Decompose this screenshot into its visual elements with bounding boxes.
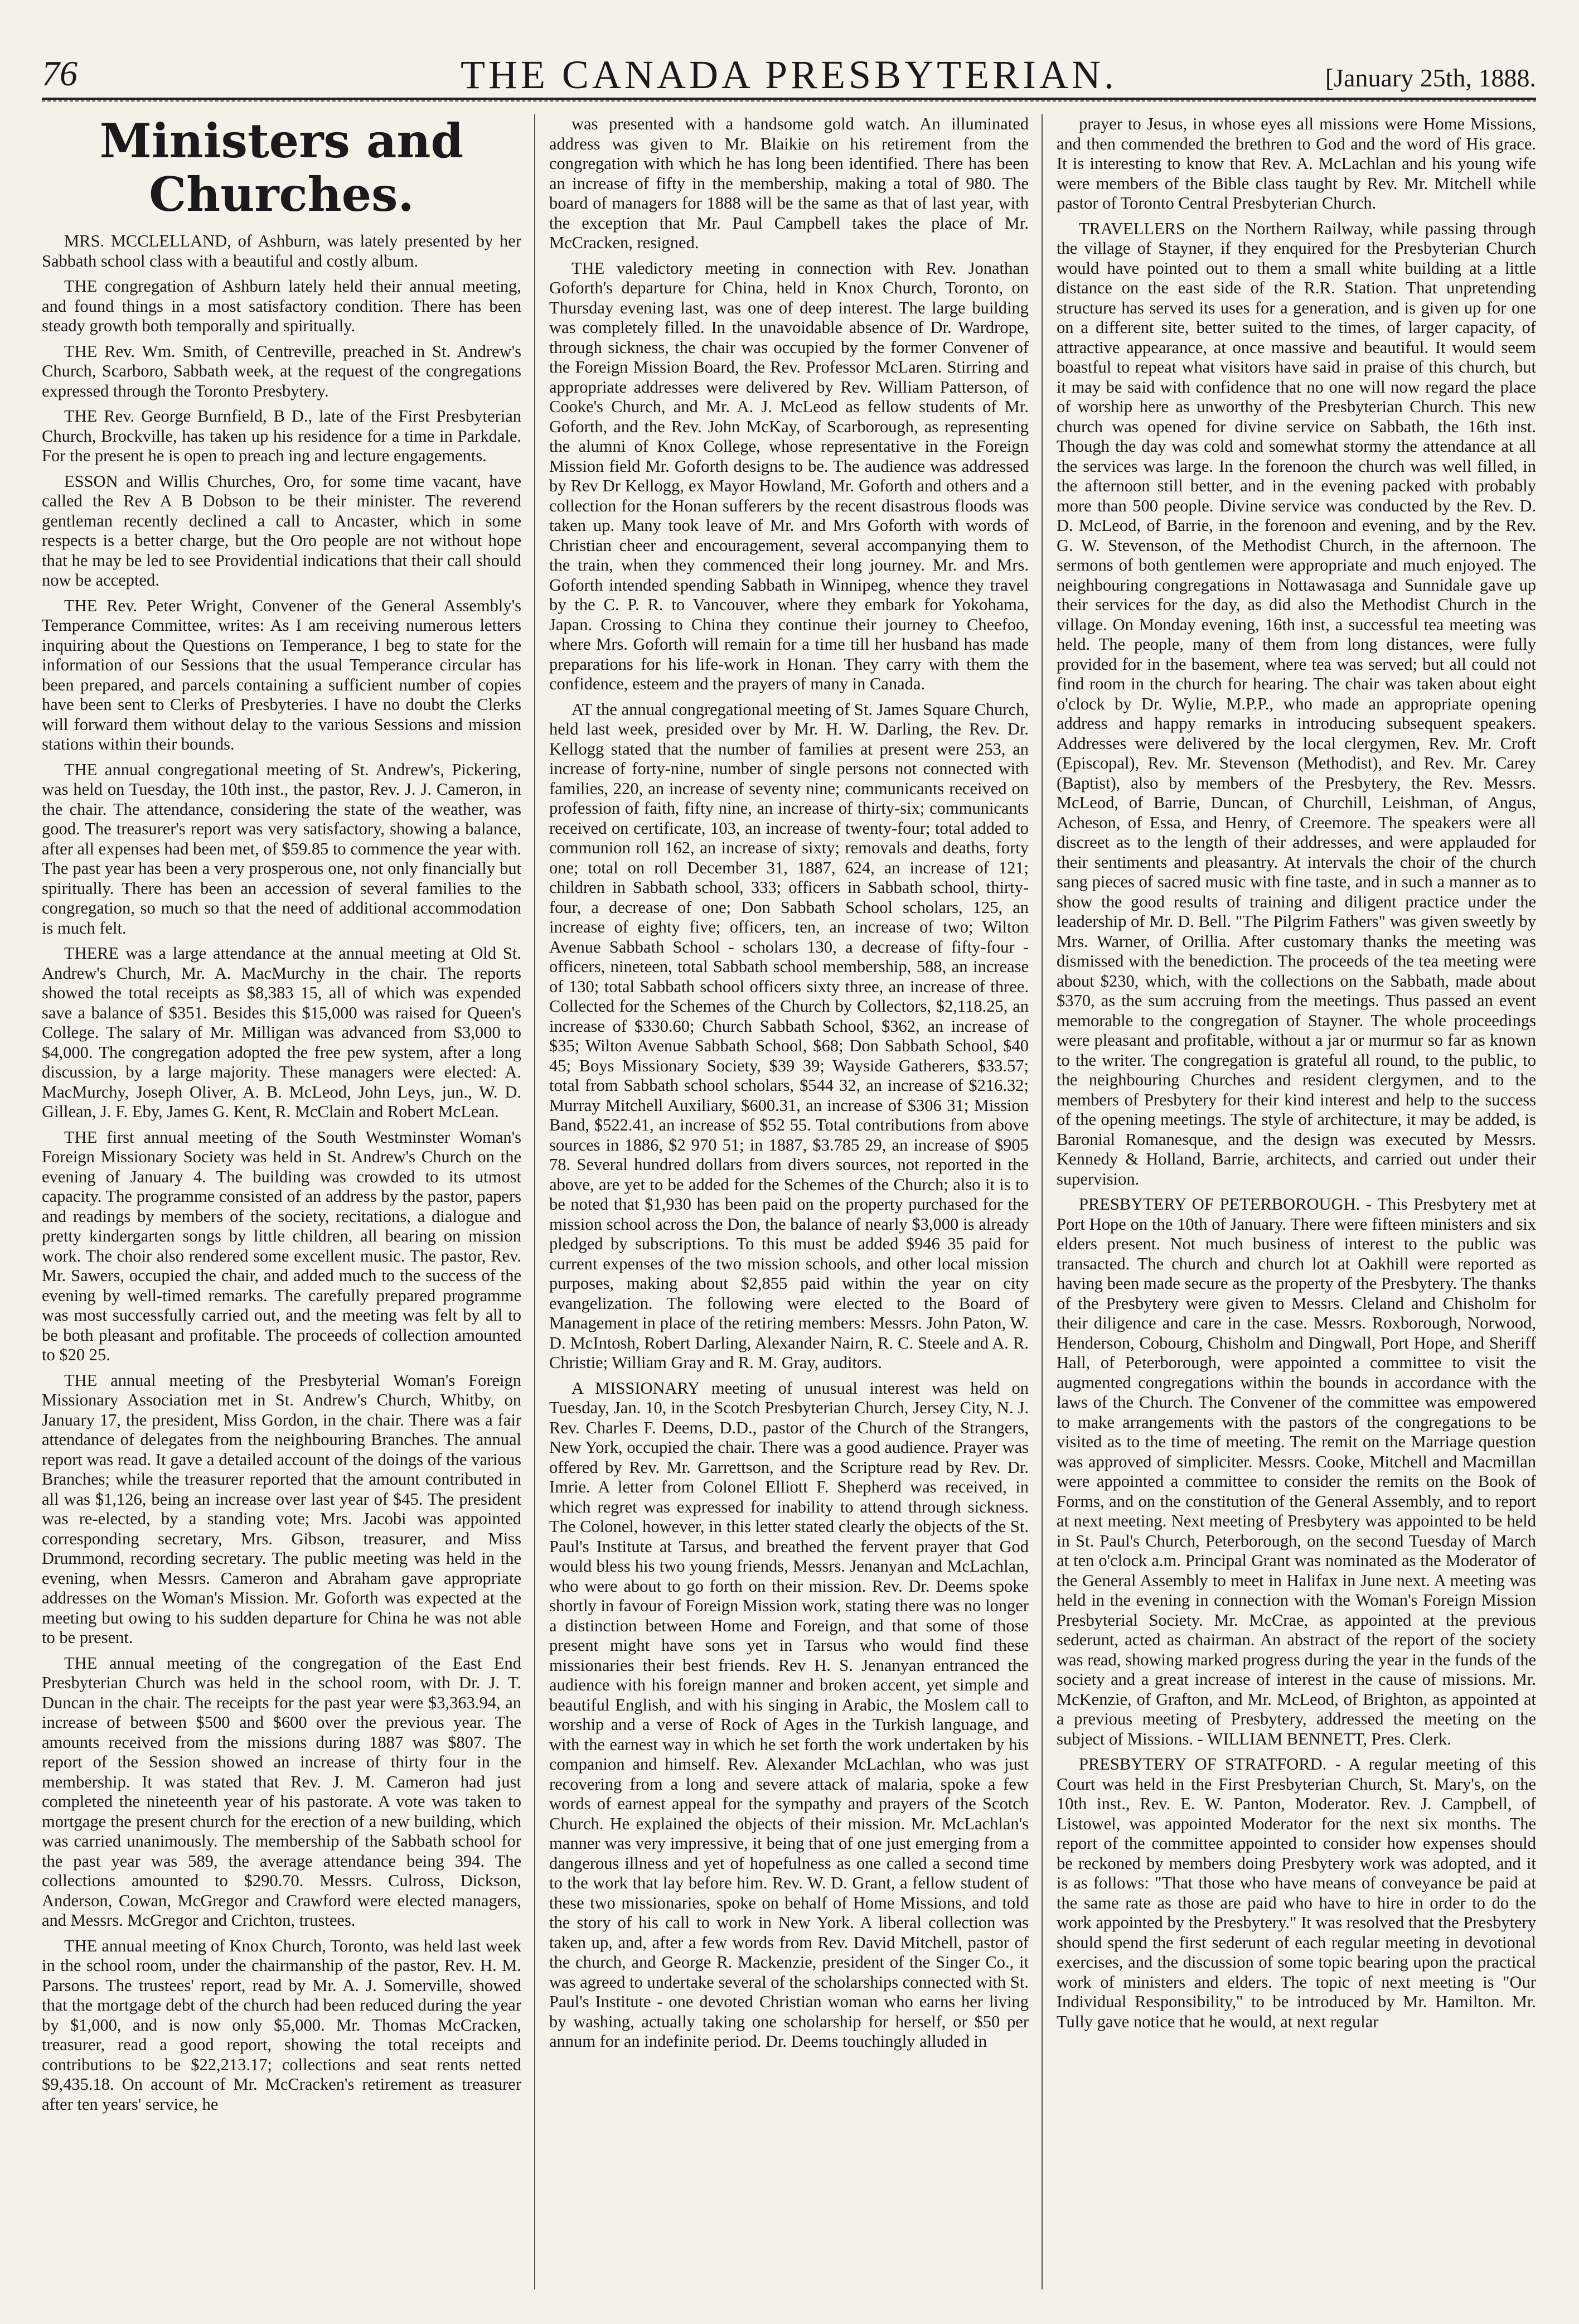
article-paragraph: THERE was a large attendance at the annual meeting at Old St. Andrew's Church, Mr. A. MacMurchy in the chair. The reports showed the total receipts as $8,383 15, all of which was expended save a balance of $351. Besides this $15,000 was raised for Queen's College. The salary of Mr. Milligan was advanced from $3,000 to $4,000. The congregation adopted the free pew system, after a long discussion, by a large majority. These managers were elected: A. MacMurchy, Joseph Oliver, A. B. McLeod, John Leys, jun., W. D. Gillean, J. F. Eby, James G. Kent, R. McClain and Robert McLean. bbox=[42, 944, 521, 1121]
column-1-body bbox=[42, 231, 521, 2114]
article-paragraph: THE Rev. Peter Wright, Convener of the General Assembly's Temperance Committee, writes: As I am receiving numerous letters inquiring about the Questions on Temperance, I beg to state for the information of our Sessions that the usual Temperance circular has been prepared, and parcels containing a sufficient number of copies have been sent to Clerks of Presbyteries. I have no doubt the Clerks will forward them without delay to the various Sessions and mission stations within their bounds. bbox=[42, 596, 521, 753]
section-heading: Ministers and Churches. bbox=[99, 114, 464, 222]
article-paragraph: was presented with a handsome gold watch. An illuminated address was given to Mr. Blaikie on his retirement from the congregation with which he has long been identified. There has been an increase of fifty in the membership, making a total of 980. The board of managers for 1888 will be the same as that of last year, with the exception that Mr. Paul Campbell takes the place of Mr. McCracken, resigned. bbox=[549, 114, 1029, 252]
article-paragraph: THE congregation of Ashburn lately held their annual meeting, and found things in a most satisfactory condition. There has been steady growth both temporally and spiritually. bbox=[42, 277, 521, 335]
column-1 bbox=[42, 114, 521, 2289]
newspaper-title: THE CANADA PRESBYTERIAN. bbox=[460, 52, 1118, 97]
masthead bbox=[42, 47, 1536, 100]
article-paragraph: THE Rev. George Burnfield, B D., late of the First Presbyterian Church, Brockville, has taken up his residence for a time in Parkdale. For the present he is open to preach ing and lecture engagements. bbox=[42, 407, 521, 465]
article-paragraph: TRAVELLERS on the Northern Railway, while passing through the village of Stayner, if they enquired for the Presbyterian Church would have pointed out to them a small white building at a little distance on the east side of the R.R. Station. That unpretending structure has served its uses for a generation, and is given up for one on a different site, better suited to the times, of larger capacity, of attractive appearance, at once massive and beautiful. It would seem boastful to repeat what visitors have said in praise of this church, but it may be said with confidence that no one will now regard the place of worship here as unworthy of the Presbyterian Church. This new church was opened for divine service on Sabbath, the 16th inst. Though the day was cold and somewhat stormy the attendance at all the services was large. In the forenoon the church was well filled, in the afternoon still better, and in the evening packed with probably more than 500 people. Divine service was conducted by the Rev. D. D. McLeod, of Barrie, in the forenoon and evening, and by the Rev. G. W. Stevenson, of the Methodist Church, in the afternoon. The sermons of both gentlemen were appropriate and much enjoyed. The neighbouring congregations in Nottawasaga and Sunnidale gave up their services for the day, as did also the Methodist Church in the village. On Monday evening, 16th inst, a successful tea meeting was held. The people, many of them from long distances, were fully provided for in the basement, where tea was served; but all could not find room in the church for hearing. The chair was taken about eight o'clock by Dr. Wylie, M.P.P., who made an appropriate opening address and happy remarks in introducing subsequent speakers. Addresses were delivered by the local clergymen, Rev. Mr. Croft (Episcopal), Rev. Mr. Stevenson (Methodist), and Rev. Mr. Carey (Baptist), also by members of the Presbytery, the Rev. Messrs. McLeod, of Barrie, Duncan, of Churchill, Leishman, of Angus, Acheson, of Essa, and Henry, of Creemore. The speakers were all discreet as to the length of their addresses, and were applauded for their sentiments and pleasantry. At intervals the choir of the church sang pieces of sacred music with fine taste, and in such a manner as to show the good results of training and diligent practice under the leadership of Mr. D. Bell. "The Pilgrim Fathers" was given sweetly by Mrs. Warner, of Orillia. After customary thanks the meeting was dismissed with the benediction. The proceeds of the tea meeting were about $230, which, with the collections on the Sabbath, made about $370, as the sum accruing from the meetings. Thus passed an event memorable to the congregation of Stayner. The whole proceedings were pleasant and profitable, without a jar or murmur so far as known to the writer. The congregation is grateful all round, to the public, to the neighbouring Churches and resident clergymen, and to the members of Presbytery for their kind interest and help to the success of the opening meetings. The style of architecture, it may be added, is Baronial Romanesque, and the design was executed by Messrs. Kennedy & Holland, Barrie, architects, and carried out under their supervision. bbox=[1057, 219, 1536, 1188]
column-divider bbox=[1042, 114, 1043, 2289]
column-3-body bbox=[1057, 114, 1536, 2032]
column-2 bbox=[549, 114, 1029, 2289]
article-paragraph: prayer to Jesus, in whose eyes all missions were Home Missions, and then commended the brethren to God and the word of His grace. It is interesting to know that Rev. A. McLachlan and his young wife were members of the Bible class taught by Rev. Mr. Mitchell while pastor of Toronto Central Presbyterian Church. bbox=[1057, 114, 1536, 212]
article-paragraph: THE annual meeting of Knox Church, Toronto, was held last week in the school room, under the chairmanship of the pastor, Rev. H. M. Parsons. The trustees' report, read by Mr. A. J. Somerville, showed that the mortgage debt of the church had been reduced during the year by $1,000, and is now only $5,000. Mr. Thomas McCracken, treasurer, read a good report, showing the total receipts and contributions to be $22,213.17; collections and seat rents netted $9,435.18. On account of Mr. McCracken's retirement as treasurer after ten years' service, he bbox=[42, 1936, 521, 2114]
article-paragraph: ESSON and Willis Churches, Oro, for some time vacant, have called the Rev A B Dobson to be their minister. The reverend gentleman recently declined a call to Ancaster, which in some respects is a better charge, but the Oro people are not without hope that he may be led to see Providential indications that their call should now be accepted. bbox=[42, 471, 521, 590]
article-paragraph: THE annual meeting of the congregation of the East End Presbyterian Church was held in the school room, with Dr. J. T. Duncan in the chair. The receipts for the past year were $3,363.94, an increase of between $500 and $600 over the previous year. The amounts received from the missions during 1887 was $807. The report of the Session showed an increase of thirty four in the membership. It was stated that Rev. J. M. Cameron had just completed the nineteenth year of his pastorate. A vote was taken to mortgage the present church for the erection of a new building, which was carried unanimously. The membership of the Sabbath school for the past year was 589, the average attendance being 394. The collections amounted to $290.70. Messrs. Culross, Dickson, Anderson, Cowan, McGregor and Crawford were elected managers, and Messrs. McGregor and Crichton, trustees. bbox=[42, 1653, 521, 1930]
article-paragraph: THE Rev. Wm. Smith, of Centreville, preached in St. Andrew's Church, Scarboro, Sabbath week, at the request of the congregations expressed through the Toronto Presbytery. bbox=[42, 341, 521, 400]
article-paragraph: MRS. MCCLELLAND, of Ashburn, was lately presented by her Sabbath school class with a beautiful and costly album. bbox=[42, 231, 521, 270]
article-paragraph: AT the annual congregational meeting of St. James Square Church, held last week, presided over by Mr. H. W. Darling, the Rev. Dr. Kellogg stated that the number of families at present were 253, an increase of forty-nine, number of single persons not connected with families, 220, an increase of seventy nine; communicants received on profession of faith, fifty nine, an increase of thirty-six; communicants received on certificate, 103, an increase of twenty-four; total added to communion roll 162, an increase of sixty; removals and deaths, forty one; total on roll December 31, 1887, 624, an increase of 121; children in Sabbath school, 333; officers in Sabbath school, thirty-four, a decrease of one; Don Sabbath School scholars, 125, an increase of eighty five; officers, ten, an increase of two; Wilton Avenue Sabbath School - scholars 130, a decrease of fifty-four - officers, nineteen, total Sabbath school membership, 588, an increase of 130; total Sabbath school officers sixty three, an increase of three. Collected for the Schemes of the Church by Collectors, $2,118.25, an increase of $330.60; Church Sabbath School, $362, an increase of $35; Wilton Avenue Sabbath School, $68; Don Sabbath School, $40 45; Boys Missionary Society, $39 39; Wayside Gatherers, $33.57; total from Sabbath school scholars, $544 32, an increase of $216.32; Murray Mitchell Auxiliary, $600.31, an increase of $306 31; Mission Band, $522.41, an increase of $52 55. Total contributions from above sources in 1886, $2 970 51; in 1887, $3.785 29, an increase of $905 78. Several hundred dollars from divers sources, not reported in the above, are yet to be added for the Schemes of the Church; also it is to be noted that $1,930 has been paid on the property purchased for the mission school across the Don, the balance of nearly $3,000 is already pledged by subscriptions. To this must be added $946 35 paid for current expenses of the two mission schools, and other local mission purposes, making about $2,855 paid within the year on city evangelization. The following were elected to the Board of Management in place of the retiring members: Messrs. John Paton, W. D. McIntosh, Robert Darling, Alexander Nairn, R. C. Steele and A. R. Christie; William Gray and R. M. Gray, auditors. bbox=[549, 699, 1029, 1372]
header-rule bbox=[42, 100, 1536, 102]
column-2-body bbox=[549, 114, 1029, 2052]
article-paragraph: PRESBYTERY OF STRATFORD. - A regular meeting of this Court was held in the First Presbyterian Church, St. Mary's, on the 10th inst., Rev. E. W. Panton, Moderator. Rev. J. Campbell, of Listowel, was appointed Moderator for the next six months. The report of the committee appointed to consider how expenses should be reckoned by members doing Presbytery work was adopted, and it is as follows: "That those who have means of conveyance be paid at the same rate as those are paid who have to hire in order to do the work appointed by the Presbytery." It was resolved that the Presbytery should spend the first sederunt of each regular meeting in devotional exercises, and the discussion of some topic bearing upon the practical work of ministers and elders. The topic of next meeting is "Our Individual Responsibility," to be introduced by Mr. Hamilton. Mr. Tully gave notice that he would, at next regular bbox=[1057, 1755, 1536, 2031]
article-paragraph: THE annual meeting of the Presbyterial Woman's Foreign Missionary Association met in St. Andrew's Church, Whitby, on January 17, the president, Miss Gordon, in the chair. There was a fair attendance of delegates from the neighbouring Branches. The annual report was read. It gave a detailed account of the doings of the various Branches; while the treasurer reported that the amount contributed in all was $1,126, being an increase over last year of $45. The president was re-elected, by a standing vote; Mrs. Jacobi was appointed corresponding secretary, Mrs. Gibson, treasurer, and Miss Drummond, recording secretary. The public meeting was held in the evening, when Messrs. Cameron and Abraham gave appropriate addresses on the Woman's Mission. Mr. Goforth was expected at the meeting but owing to his sudden departure for China he was not able to be present. bbox=[42, 1370, 521, 1647]
article-paragraph: THE valedictory meeting in connection with Rev. Jonathan Goforth's departure for China, held in Knox Church, Toronto, on Thursday evening last, was one of deep interest. The large building was completely filled. In the unavoidable absence of Dr. Wardrope, through sickness, the chair was occupied by the former Convener of the Foreign Mission Board, the Rev. Professor McLaren. Stirring and appropriate addresses were delivered by Rev. William Patterson, of Cooke's Church, and Mr. A. J. McLeod as fellow students of Mr. Goforth, and the Rev. John McKay, of Scarborough, as representing the alumni of Knox College, whose representative in the Foreign Mission field Mr. Goforth designs to be. The audience was addressed by Rev Dr Kellogg, ex Mayor Howland, Mr. Goforth and others and a collection for the Honan sufferers by the recent disastrous floods was taken up. Many took leave of Mr. and Mrs Goforth with words of Christian cheer and encouragement, several accompanying them to the train, when they commenced their long journey. Mr. and Mrs. Goforth intended spending Sabbath in Winnipeg, whence they travel by the C. P. R. to Vancouver, where they embark for Yokohama, Japan. Crossing to China they continue their journey to Cheefoo, where Mrs. Goforth will remain for a time till her husband has made preparations for his life-work in Honan. They carry with them the confidence, esteem and the prayers of many in Canada. bbox=[549, 258, 1029, 693]
issue-date: [January 25th, 1888. bbox=[1325, 64, 1536, 92]
article-paragraph: A MISSIONARY meeting of unusual interest was held on Tuesday, Jan. 10, in the Scotch Presbyterian Church, Jersey City, N. J. Rev. Charles F. Deems, D.D., pastor of the Church of the Strangers, New York, occupied the chair. There was a good audience. Prayer was offered by Rev. Mr. Garrettson, and the Scripture read by Rev. Dr. Imrie. A letter from Colonel Elliott F. Shepherd was received, in which regret was expressed for inability to attend through sickness. The Colonel, however, in this letter stated clearly the objects of the St. Paul's Institute at Tarsus, and breathed the fervent prayer that God would bless his two young friends, Messrs. Jenanyan and McLachlan, who were about to go forth on their mission. Rev. Dr. Deems spoke shortly in favour of Foreign Mission work, stating there was no longer a distinction between Home and Foreign, and that some of those present might have sons yet in Tarsus who would find these missionaries their best friends. Rev H. S. Jenanyan entranced the audience with his foreign manner and broken accent, yet simple and beautiful English, and with his singing in Arabic, the Moslem call to worship and a verse of Rock of Ages in the Turkish language, and with the earnest way in which he set forth the work undertaken by his companion and himself. Rev. Alexander McLachlan, who was just recovering from a long and severe attack of malaria, spoke a few words of earnest appeal for the sympathy and prayers of the Scotch Church. He explained the objects of their mission. Mr. McLachlan's manner was very impressive, it being that of one just emerging from a dangerous illness and yet of hopefulness as one called a second time to the work that lay before him. Rev. W. D. Grant, a fellow student of these two missionaries, spoke on behalf of Home Missions, and told the story of his call to work in New York. A liberal collection was taken up, and, after a few words from Rev. David Mitchell, pastor of the church, and George R. Mackenzie, president of the Singer Co., it was agreed to undertake several of the scholarships connected with St. Paul's Institute - one devoted Christian woman who earns her living by washing, actually taking one scholarship for herself, or $50 per annum for an indefinite period. Dr. Deems touchingly alluded in bbox=[549, 1378, 1029, 2051]
article-paragraph: PRESBYTERY OF PETERBOROUGH. - This Presbytery met at Port Hope on the 10th of January. There were fifteen ministers and six elders present. Not much business of interest to the public was transacted. The church and church lot at Oakhill were reported as having been made secure as the property of the Presbytery. The thanks of the Presbytery were given to Messrs. Cleland and Chisholm for their diligence and care in the case. Messrs. Roxborough, Norwood, Henderson, Cobourg, Chisholm and Dingwall, Port Hope, and Sheriff Hall, of Peterborough, were appointed a committee to visit the augmented congregations within the bounds in accordance with the laws of the Church. The Convener of the committee was empowered to make arrangements with the pastors of the congregations to be visited as to the time of meeting. The remit on the Marriage question was approved of simpliciter. Messrs. Cooke, Mitchell and Macmillan were appointed a committee to consider the remits on the Book of Forms, and on the constitution of the General Assembly, and to report at next meeting. Next meeting of Presbytery was appointed to be held in St. Paul's Church, Peterborough, on the second Tuesday of March at ten o'clock a.m. Principal Grant was nominated as the Moderator of the General Assembly to meet in Halifax in June next. A meeting was held in the evening in connection with the Woman's Foreign Mission Presbyterial Society. Mr. McCrae, as appointed at the previous sederunt, acted as chairman. An abstract of the report of the society was read, showing marked progress during the year in the funds of the society and a great increase of interest in the cause of missions. Mr. McKenzie, of Grafton, and Mr. McLeod, of Brighton, as appointed at a previous meeting of Presbytery, addressed the meeting on the subject of Missions. - WILLIAM BENNETT, Pres. Clerk. bbox=[1057, 1195, 1536, 1748]
column-divider bbox=[534, 114, 535, 2289]
article-paragraph: THE annual congregational meeting of St. Andrew's, Pickering, was held on Tuesday, the 10th inst., the pastor, Rev. J. J. Cameron, in the chair. The attendance, considering the state of the weather, was good. The treasurer's report was very satisfactory, showing a balance, after all expenses had been met, of $59.85 to commence the year with. The past year has been a very prosperous one, not only financially but spiritually. There has been an accession of several families to the congregation, so much so that the need of additional accommodation is much felt. bbox=[42, 760, 521, 938]
column-3 bbox=[1057, 114, 1536, 2289]
page-number: 76 bbox=[42, 54, 78, 93]
article-paragraph: THE first annual meeting of the South Westminster Woman's Foreign Missionary Society was held in St. Andrew's Church on the evening of January 4. The building was crowded to its utmost capacity. The programme consisted of an address by the pastor, papers and readings by members of the society, recitations, a dialogue and pretty kindergarten songs by little children, all bearing on mission work. The choir also rendered some excellent music. The pastor, Rev. Mr. Sawers, occupied the chair, and added much to the success of the evening by well-timed remarks. The carefully prepared programme was most successfully carried out, and the meeting was felt by all to be both pleasant and profitable. The proceeds of collection amounted to $20 25. bbox=[42, 1127, 521, 1364]
